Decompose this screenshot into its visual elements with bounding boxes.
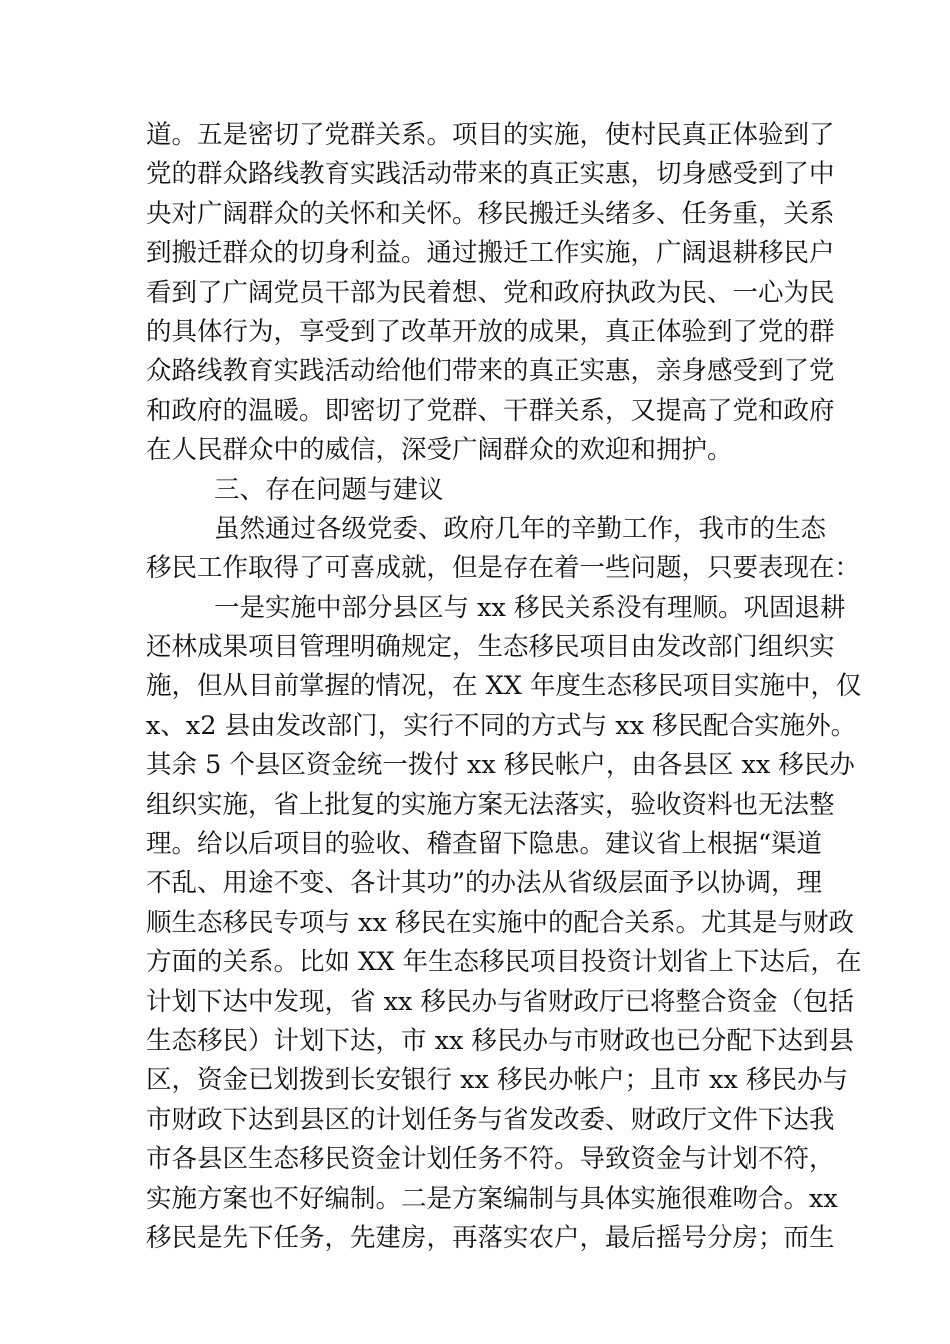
text-line: 和政府的温暖。即密切了党群、干群关系，又提高了党和政府 <box>146 395 835 426</box>
text-line: 虽然通过各级党委、政府几年的辛勤工作，我市的生态 <box>214 513 827 544</box>
text-line: 还林成果项目管理明确规定，生态移民项目由发改部门组织实 <box>146 632 835 663</box>
text-line: 市各县区生态移民资金计划任务不符。导致资金与计划不符， <box>146 1144 835 1175</box>
text-line: x、x2 县由发改部门，实行不同的方式与 xx 移民配合实施外。 <box>146 710 857 741</box>
text-line: 央对广阔群众的关怀和关怀。移民搬迁头绪多、任务重，关系 <box>146 198 835 229</box>
text-line: 在人民群众中的威信，深受广阔群众的欢迎和拥护。 <box>146 435 733 466</box>
text-line: 施，但从目前掌握的情况，在 XX 年度生态移民项目实施中，仅 <box>146 671 862 702</box>
text-line: 的具体行为，享受到了改革开放的成果，真正体验到了党的群 <box>146 316 835 347</box>
text-line: 顺生态移民专项与 xx 移民在实施中的配合关系。尤其是与财政 <box>146 907 854 938</box>
text-line: 道。五是密切了党群关系。项目的实施，使村民真正体验到了 <box>146 120 835 150</box>
text-line: 党的群众路线教育实践活动带来的真正实惠，切身感受到了中 <box>146 159 835 190</box>
text-line: 众路线教育实践活动给他们带来的真正实惠，亲身感受到了党 <box>146 356 835 387</box>
text-line: 移民工作取得了可喜成就，但是存在着一些问题，只要表现在： <box>146 553 861 584</box>
text-line: 市财政下达到县区的计划任务与省发改委、财政厅文件下达我 <box>146 1104 835 1135</box>
text-line: 区，资金已划拨到长安银行 xx 移民办帐户；且市 xx 移民办与 <box>146 1065 848 1096</box>
text-line: 组织实施，省上批复的实施方案无法落实，验收资料也无法整 <box>146 789 835 820</box>
text-line: 移民是先下任务，先建房，再落实农户，最后摇号分房；而生 <box>146 1222 835 1253</box>
body-text <box>146 116 862 1258</box>
text-line: 一是实施中部分县区与 xx 移民关系没有理顺。巩固退耕 <box>214 592 846 623</box>
text-line: 到搬迁群众的切身利益。通过搬迁工作实施，广阔退耕移民户 <box>146 238 835 269</box>
text-line: 看到了广阔党员干部为民着想、党和政府执政为民、一心为民 <box>146 277 835 308</box>
text-line: 理。给以后项目的验收、稽查留下隐患。建议省上根据“渠道 <box>146 829 823 860</box>
text-line: 不乱、用途不变、各计其功”的办法从省级层面予以协调，理 <box>146 868 823 899</box>
text-line: 方面的关系。比如 XX 年生态移民项目投资计划省上下达后，在 <box>146 947 862 978</box>
text-line: 计划下达中发现，省 xx 移民办与省财政厅已将整合资金（包括 <box>146 986 854 1017</box>
text-line: 生态移民）计划下达，市 xx 移民办与市财政也已分配下达到县 <box>146 1025 854 1056</box>
text-line: 其余 5 个县区资金统一拨付 xx 移民帐户，由各县区 xx 移民办 <box>146 750 855 781</box>
section-heading: 三、存在问题与建议 <box>214 474 444 505</box>
text-line: 实施方案也不好编制。二是方案编制与具体实施很难吻合。xx <box>146 1183 838 1214</box>
